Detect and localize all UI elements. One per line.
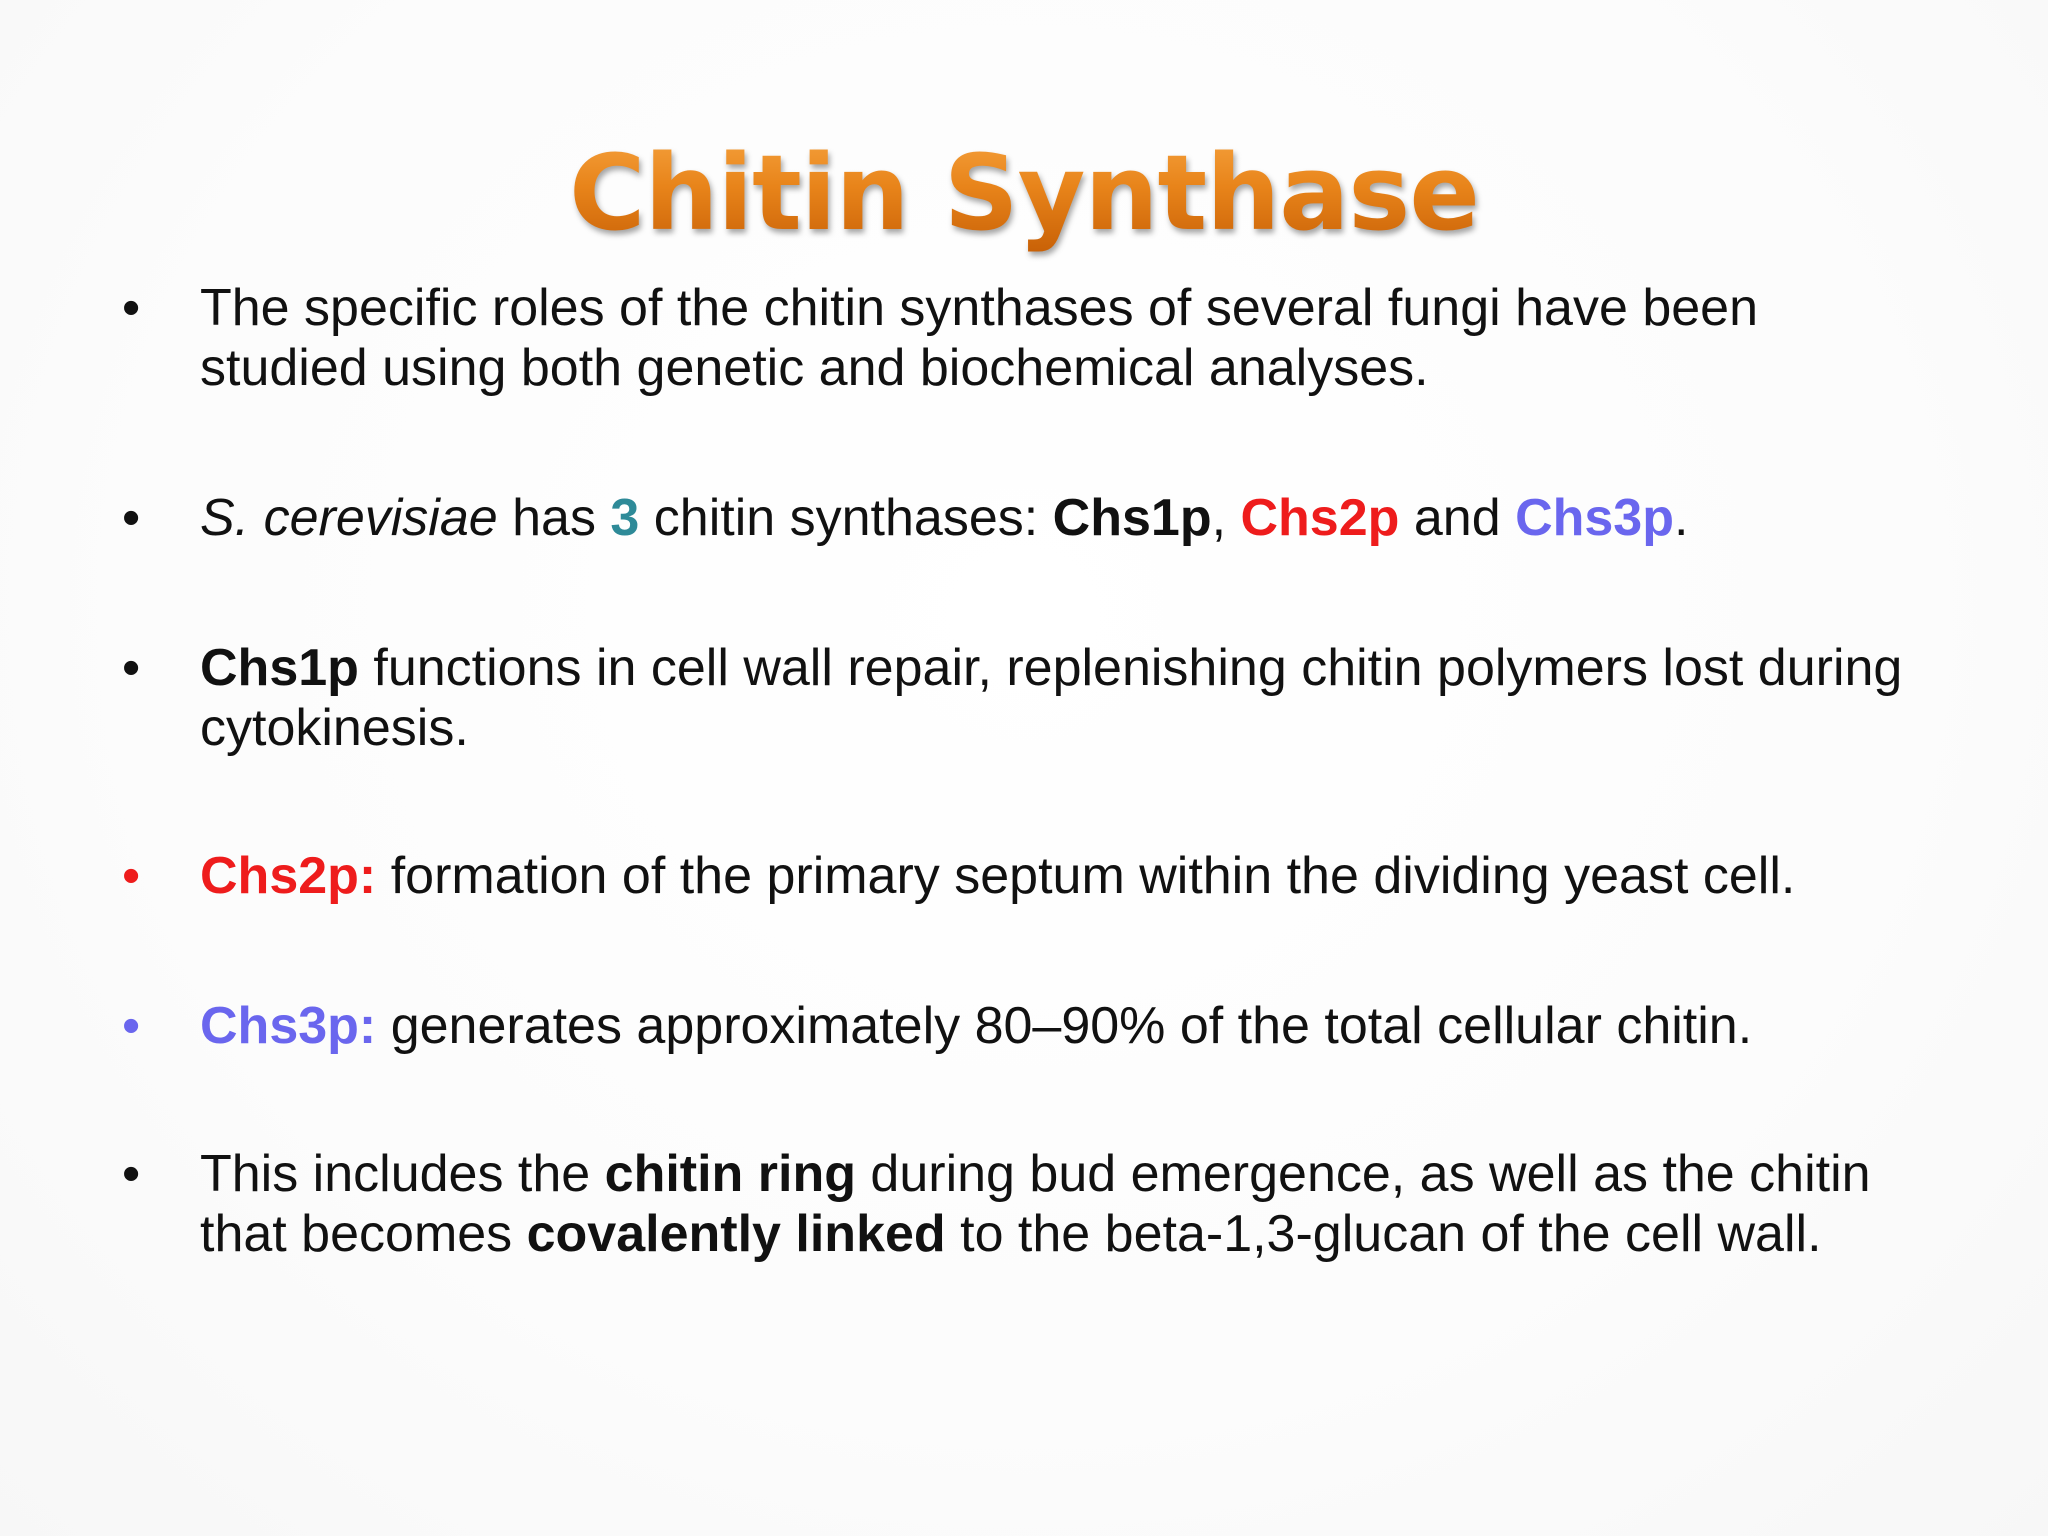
bullet-icon: • xyxy=(122,847,141,905)
bullet-text: to the beta-1,3-glucan of the cell wall. xyxy=(945,1205,1822,1263)
bullet-item-chs1p xyxy=(122,638,1922,758)
separator-text: , xyxy=(1211,489,1241,547)
separator-text: and xyxy=(1399,489,1516,547)
bullet-icon: • xyxy=(122,639,141,697)
bullet-text: This includes the xyxy=(200,1145,605,1203)
bullet-text: generates approximately 80–90% of the total cellular chitin. xyxy=(376,997,1753,1055)
bullet-item-roles xyxy=(122,278,1922,398)
covalently-linked-term: covalently linked xyxy=(526,1205,946,1263)
slide-title: Chitin Synthase xyxy=(0,128,2048,258)
chs1p-label: Chs1p xyxy=(1052,489,1212,547)
chs3p-lead: Chs3p: xyxy=(200,997,377,1055)
chs1p-lead: Chs1p xyxy=(200,639,359,697)
bullet-list xyxy=(122,278,1922,1264)
bullet-text: chitin synthases: xyxy=(639,489,1053,547)
bullet-item-chs2p xyxy=(122,846,1922,906)
bullet-text: The specific roles of the chitin synthases of several fungi have been studied using both genetic and biochemical analyses. xyxy=(200,279,1758,397)
bullet-text: formation of the primary septum within the dividing yeast cell. xyxy=(376,847,1796,905)
chs3p-label: Chs3p xyxy=(1515,489,1674,547)
bullet-icon: • xyxy=(122,997,141,1055)
bullet-text: during bud emergence, as well as the chitin that becomes xyxy=(200,1145,1871,1263)
synthase-count: 3 xyxy=(610,489,640,547)
bullet-icon: • xyxy=(122,489,141,547)
bullet-icon: • xyxy=(122,279,141,337)
bullet-item-synthases xyxy=(122,488,1922,548)
bullet-icon: • xyxy=(122,1145,141,1203)
bullet-item-chitin-ring xyxy=(122,1144,1922,1264)
chs2p-lead: Chs2p: xyxy=(200,847,377,905)
bullet-text: functions in cell wall repair, replenishing chitin polymers lost during cytokinesis. xyxy=(200,639,1903,757)
bullet-item-chs3p xyxy=(122,996,1922,1056)
separator-text: . xyxy=(1673,489,1689,547)
chitin-ring-term: chitin ring xyxy=(604,1145,856,1203)
chs2p-label: Chs2p xyxy=(1240,489,1400,547)
species-name: S. cerevisiae xyxy=(200,489,498,547)
bullet-text: has xyxy=(497,489,611,547)
